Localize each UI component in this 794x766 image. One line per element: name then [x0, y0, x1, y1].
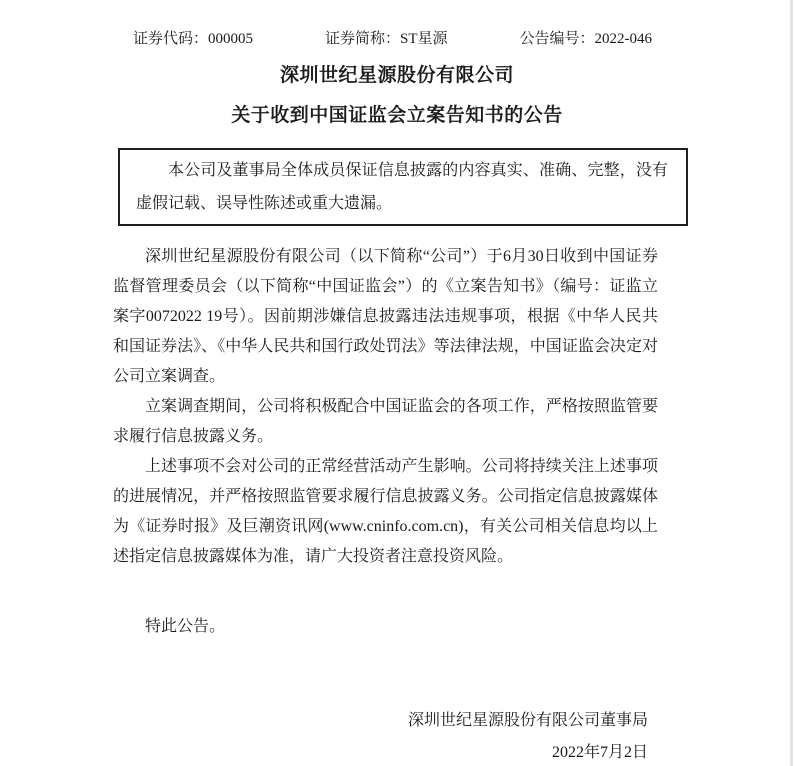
stock-abbr: 证券简称：ST星源: [325, 31, 448, 47]
paragraph-impact-and-media: 上述事项不会对公司的正常经营活动产生影响。公司将持续关注上述事项的进展情况，并严格按照监管要求履行信息披露义务。公司指定信息披露媒体为《证券时报》及巨潮资讯网(www.cninfo.com.cn)，有关公司相关信息均以上述指定信息披露媒体为准，请广大投资者注意投资风险。: [113, 458, 658, 565]
signature-date: 2022年7月2日: [551, 744, 648, 761]
stock-code: 证券代码：000005: [133, 31, 254, 47]
paragraph-investigation-notice: 深圳世纪星源股份有限公司（以下简称“公司”）于6月30日收到中国证券监督管理委员会（以下简称“中国证监会”）的《立案告知书》（编号：证监立案字0072022 19号）。因前期涉嫌信息披露违法违规事项，根据《中华人民共和国证券法》、《中华人民共和国行政处罚法》等法律法规，中国证监会决定对公司立案调查。: [113, 248, 658, 385]
document-header: [133, 30, 652, 48]
paragraph-cooperation: 立案调查期间，公司将积极配合中国证监会的各项工作，严格按照监管要求履行信息披露义务。: [113, 398, 658, 445]
announcement-title: 关于收到中国证监会立案告知书的公告: [231, 105, 563, 126]
page-right-edge-line: [790, 0, 793, 766]
company-name-title: 深圳世纪星源股份有限公司: [279, 65, 514, 86]
closing-statement: 特此公告。: [145, 618, 226, 635]
signature-board: 深圳世纪星源股份有限公司董事局: [407, 712, 648, 729]
disclaimer-text: 本公司及董事局全体成员保证信息披露的内容真实、准确、完整，没有虚假记载、误导性陈述或重大遗漏。: [136, 162, 668, 212]
document-body: [113, 242, 658, 642]
signature-block: [0, 706, 648, 764]
disclaimer-box: [118, 148, 688, 226]
announcement-number: 公告编号：2022-046: [519, 31, 652, 47]
